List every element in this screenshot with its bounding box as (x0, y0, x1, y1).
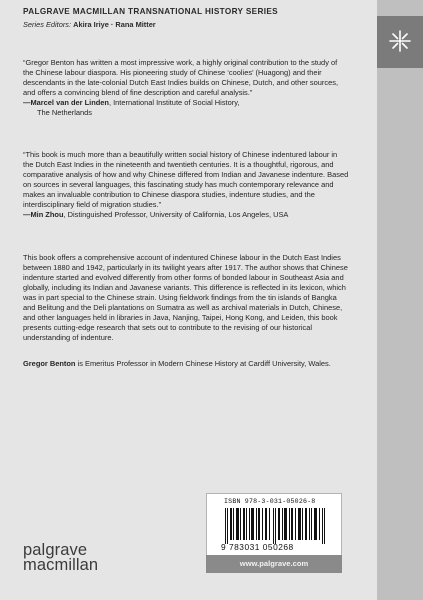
endorsement-quote-1 (23, 58, 349, 118)
ean-digits: 9 783031 050268 (221, 542, 294, 552)
quote-1-text: “Gregor Benton has written a most impressive work, a highly original contribution to the study of the Chinese labour diaspora. His pioneering study of Chinese ‘coolies’ (Huagong) and their descendants in the late-colonial Dutch East Indies builds on Chinese, Dutch, and other sources, and offers a convincing blend of fine description and careful analysis.” (23, 58, 339, 98)
publisher-logo (23, 543, 98, 573)
quote-2-author: —Min Zhou (23, 210, 64, 220)
endorsement-quote-2 (23, 150, 349, 220)
series-editors-label: Series Editors: (23, 20, 72, 29)
publisher-name-line2: macmillan (23, 556, 99, 574)
barcode-icon (225, 508, 325, 544)
author-bio (23, 359, 349, 369)
quote-1-affiliation: , International Institute of Social History, (108, 98, 240, 108)
quote-2-text: “This book is much more than a beautifully written social history of Chinese indentured labour in the Dutch East Indies in the nineteenth and twentieth centuries. It is a thoughtful, rigorous, and comparative analysis of how and why Chinese differed from Indian and Javanese indenture. Based on sources in several languages, this fascinating study has much contemporary relevance and makes an invaluable contribution to Chinese diaspora studies, indenture studies, and the interdisciplinary field of migration studies.” (23, 150, 349, 210)
publisher-url[interactable]: www.palgrave.com (239, 559, 309, 568)
publisher-url-bar (206, 555, 342, 573)
palgrave-star-logo-icon (389, 30, 411, 52)
quote-2-attribution (23, 210, 349, 220)
quote-1-attribution (23, 98, 349, 118)
quote-1-affiliation-country: The Netherlands (37, 108, 92, 118)
publisher-name-line1: palgrave (23, 541, 88, 559)
side-band (377, 0, 423, 600)
publisher-logo-box (377, 16, 423, 68)
series-title: PALGRAVE MACMILLAN TRANSNATIONAL HISTORY SERIES (23, 7, 278, 16)
book-description: This book offers a comprehensive account of indentured Chinese labour in the Dutch East Indies between 1880 and 1942, particularly in its twilight years after 1917. The author shows that Chinese indenture started and evolved differently from other forms of bonded labour in Southeast Asia and globally, including its Indian and Javanese variants. This difference is reflected in its lexicon, which was in part special to the Chinese strain. Using fieldwork findings from the tin islands of Bangka and Belitung and the Deli plantations on Sumatra as well as archival materials in Dutch, Chinese, and other languages held in libraries in Java, Nanjing, Taipei, Hong Kong, and Leiden, this book presents cutting-edge research that sets out to contribute to the revising of our historical understanding of indenture. (23, 253, 348, 343)
quote-1-author: —Marcel van der Linden (23, 98, 109, 108)
series-header (0, 0, 360, 36)
author-name: Gregor Benton (23, 359, 76, 368)
quote-2-affiliation: , Distinguished Professor, University of California, Los Angeles, USA (63, 210, 289, 220)
isbn-number: ISBN 978-3-031-05026-8 (224, 498, 316, 505)
author-bio-text: is Emeritus Professor in Modern Chinese History at Cardiff University, Wales. (75, 359, 331, 368)
series-editors (23, 20, 156, 29)
series-editors-names: Akira Iriye · Rana Mitter (73, 20, 156, 29)
